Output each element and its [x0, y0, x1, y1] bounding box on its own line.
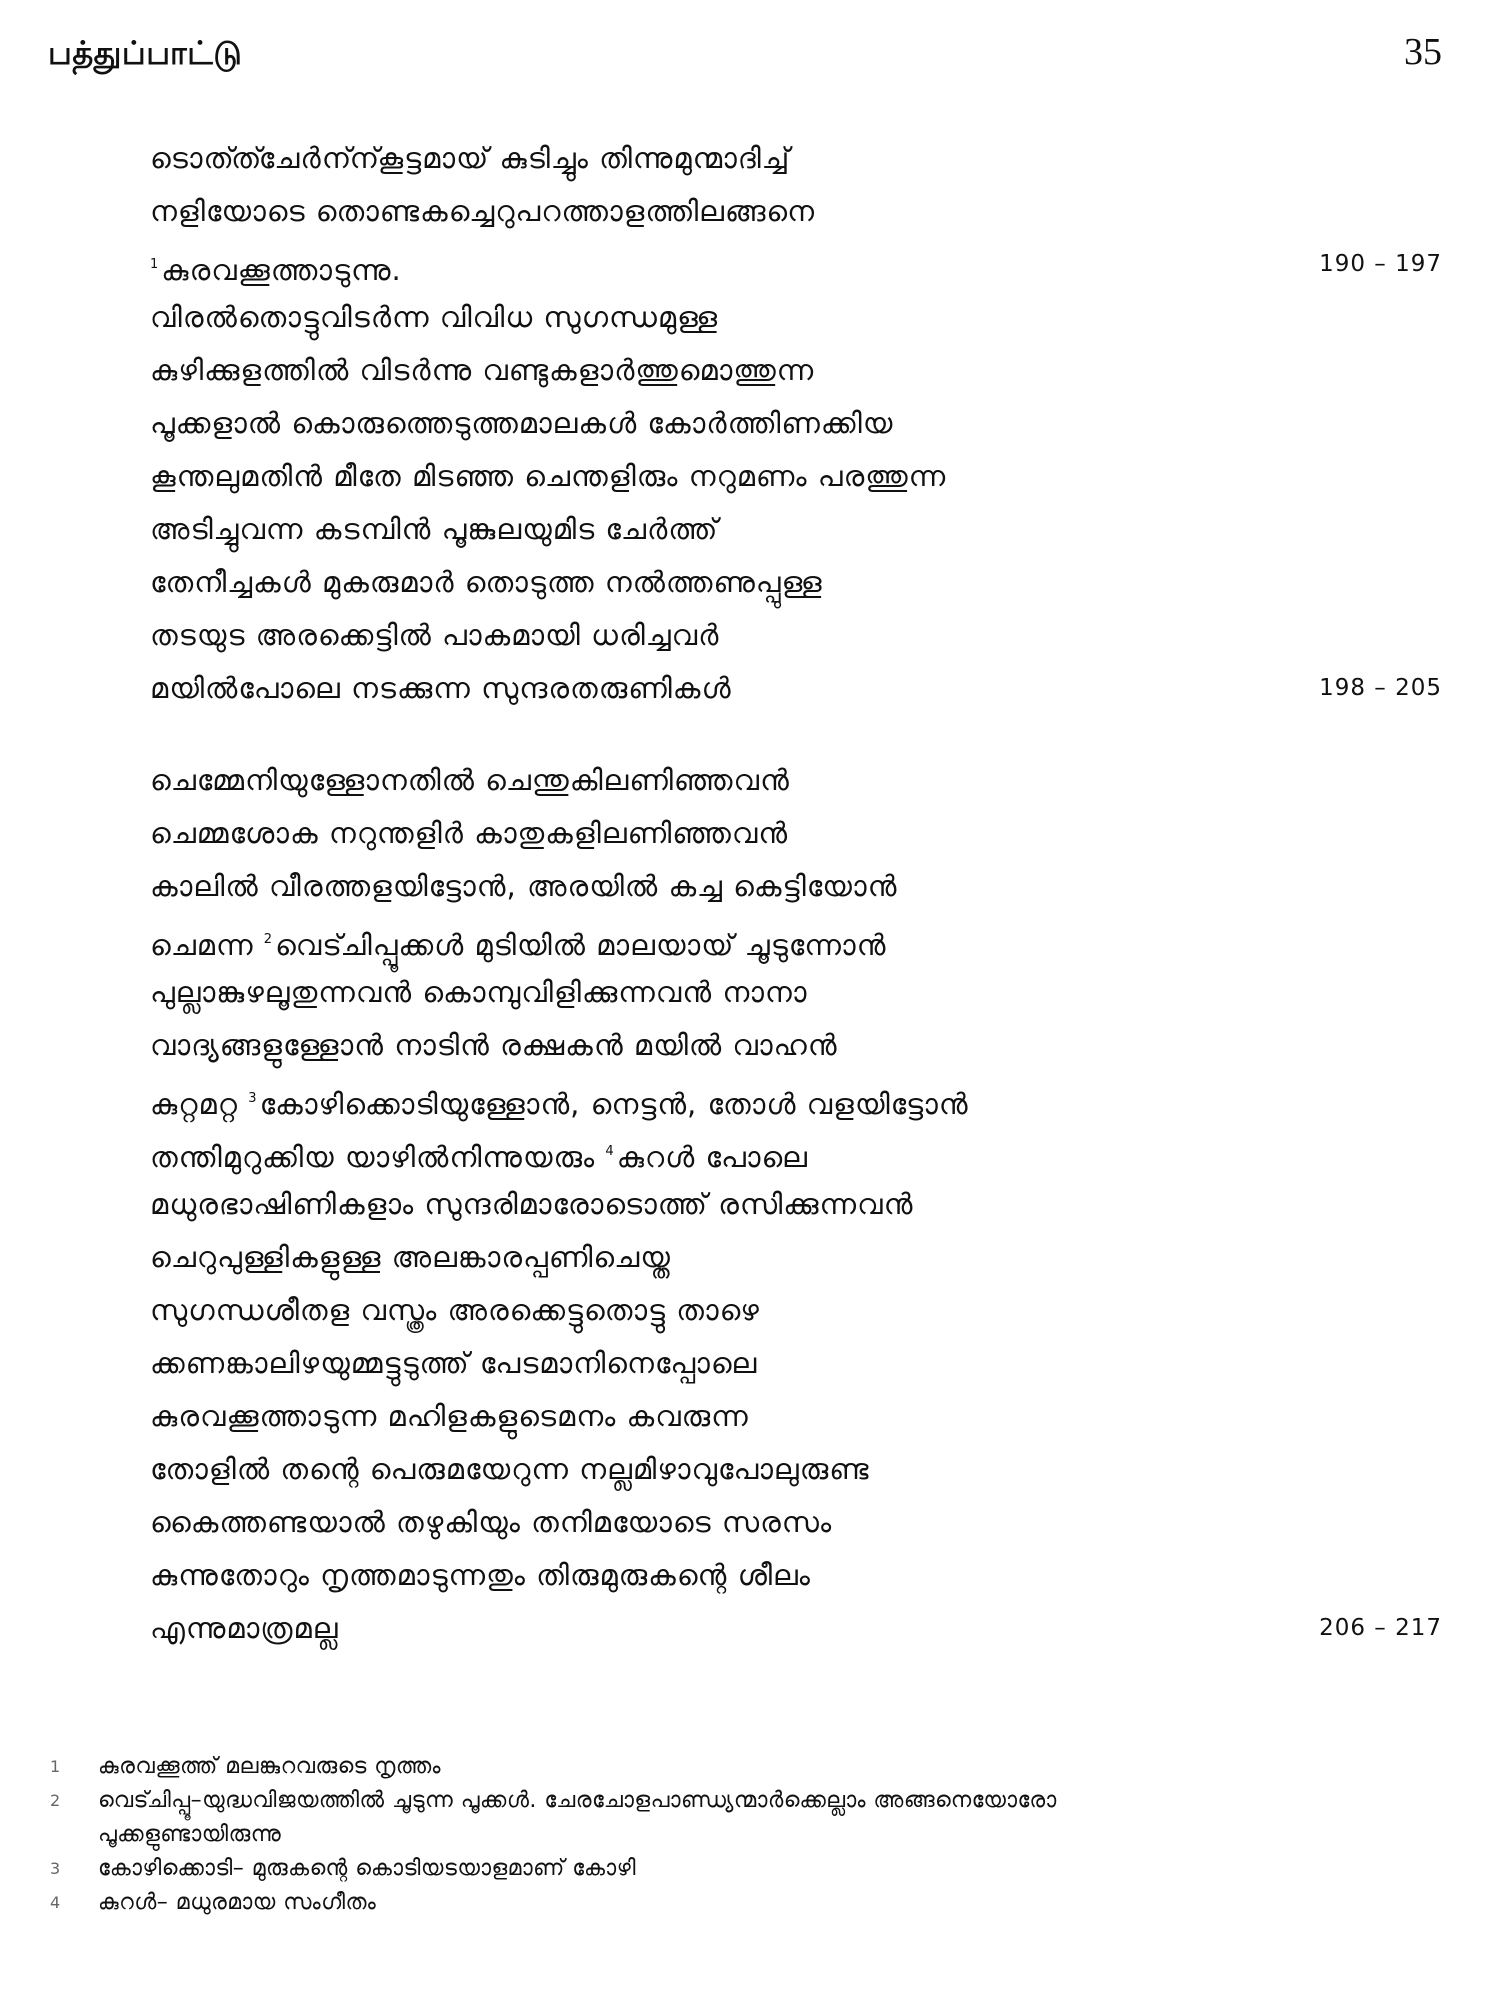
verse-line: [150, 1549, 1442, 1602]
footnote-marker: 2: [263, 932, 274, 947]
verse-line: [150, 291, 1442, 344]
verse-text: ചെമ്മേനിയുള്ളോനതിൽ ചെന്തുകിലണിഞ്ഞവൻ: [150, 763, 790, 797]
verse-text: മധുരഭാഷിണികളാം സുന്ദരിമാരോടൊത്ത് രസിക്കുന്നവൻ: [150, 1187, 914, 1221]
footnote-text: കുരവക്കൂത്ത് മലങ്കുറവരുടെ നൃത്തം: [98, 1754, 441, 1779]
verse-text: അടിച്ചുവന്ന കടമ്പിൻ പൂങ്കുലയുമിട ചേർത്ത്: [150, 512, 719, 546]
verse-text: കാലിൽ വീരത്തളയിട്ടോൻ, അരയിൽ കച്ച കെട്ടിയോൻ: [150, 869, 898, 903]
verse-text: തന്തിമുറുക്കിയ യാഴിൽനിന്നുയരും: [150, 1140, 606, 1174]
verse-line: [150, 503, 1442, 556]
verse-text: തടയുട അരക്കെട്ടിൽ പാകമായി ധരിച്ചവർ: [150, 618, 720, 652]
verse-text: കുറൾ പോലെ: [616, 1140, 808, 1174]
verse-text: മയിൽപോലെ നടക്കുന്ന സുന്ദരതരുണികൾ: [150, 671, 732, 705]
page-number: 35: [1404, 31, 1442, 73]
line-reference: 198 – 205: [1319, 675, 1442, 701]
verse-line: [150, 662, 1442, 715]
verse-line: [150, 132, 1442, 185]
verse-line: [150, 1443, 1442, 1496]
verse-line: [150, 238, 1442, 291]
verse-line: [150, 1178, 1442, 1231]
stanza-1: [150, 132, 1442, 715]
verse-text: കോഴിക്കൊടിയുള്ളോൻ, നെട്ടൻ, തോൾ വളയിട്ടോൻ: [259, 1087, 969, 1121]
footnote-text: കുറൾ– മധുരമായ സംഗീതം: [98, 1890, 377, 1915]
footnote: [50, 1750, 1442, 1784]
verse-text: എന്നുമാത്രമല്ല: [150, 1611, 339, 1645]
verse-line: [150, 397, 1442, 450]
verse-line: [150, 450, 1442, 503]
footnote-number: 3: [50, 1859, 61, 1878]
verse-line: [150, 1125, 1442, 1178]
footnote-number: 4: [50, 1893, 61, 1912]
verse-text: പുല്ലാങ്കുഴലൂതുന്നവൻ കൊമ്പുവിളിക്കുന്നവൻ നാനാ: [150, 975, 808, 1009]
verse-line: [150, 1390, 1442, 1443]
verse-line: [150, 913, 1442, 966]
footnote-number: 2: [50, 1791, 61, 1810]
verse-text: ടൊത്ത്ചേർന്ന്കൂട്ടമായ് കുടിച്ചും തിന്നുമുന്മാദിച്ച്: [150, 141, 791, 175]
verse-text: കുരവക്കൂത്താടുന്ന മഹിളകളുടെമനം കവരുന്ന: [150, 1399, 749, 1433]
verse-text: ചെമന്ന: [150, 928, 264, 962]
running-title: பத்துப்பாட்டு: [48, 34, 243, 72]
verse-text: ചെമ്മശോക നറുന്തളിർ കാതുകളിലണിഞ്ഞവൻ: [150, 816, 789, 850]
verse-text: തോളിൽ തന്റെ പെരുമയേറുന്ന നല്ലമിഴാവുപോലുരുണ്ട: [150, 1452, 870, 1486]
footnote-marker: 4: [605, 1144, 615, 1159]
verse-line: [150, 1337, 1442, 1390]
verse-line: [150, 1231, 1442, 1284]
verse-text: കുന്നുതോറും നൃത്തമാടുന്നതും തിരുമുരുകന്റെ ശീലം: [150, 1558, 811, 1592]
footnote: [50, 1886, 1442, 1920]
verse-line: [150, 1019, 1442, 1072]
verse-text: കൂന്തലുമതിൻ മീതേ മിടഞ്ഞ ചെന്തളിരും നറുമണം പരത്തുന്ന: [150, 459, 947, 493]
verse-line: [150, 1602, 1442, 1655]
verse-text: ചെറുപുള്ളികളുള്ള അലങ്കാരപ്പണിചെയ്ത: [150, 1240, 671, 1274]
verse-text: തേനീച്ചകൾ മുകരുമാർ തൊടുത്ത നൽത്തണുപ്പുള്ള: [150, 565, 823, 599]
verse-text: നളിയോടെ തൊണ്ടകച്ചെറുപറത്താളത്തിലങ്ങനെ: [150, 194, 816, 228]
footnote-text: കോഴിക്കൊടി– മുരുകന്റെ കൊടിയടയാളമാണ് കോഴി: [98, 1856, 637, 1881]
footnote: [50, 1852, 1442, 1886]
verse-line: [150, 966, 1442, 1019]
verse-line: [150, 556, 1442, 609]
verse-text: കൈത്തണ്ടയാൽ തഴുകിയും തനിമയോടെ സരസം: [150, 1505, 833, 1539]
verse-line: [150, 1072, 1442, 1125]
verse-text: ക്കണങ്കാലിഴയുമ്മട്ടുടുത്ത് പേടമാനിനെപ്പോലെ: [150, 1346, 758, 1380]
verse-line: [150, 1496, 1442, 1549]
stanza-2: [150, 754, 1442, 1655]
footnote-text: വെട്ചിപ്പൂ–യുദ്ധവിജയത്തിൽ ചൂടുന്ന പൂക്കൾ. ചേരചോളപാണ്ഡ്യന്മാർക്കെല്ലാം അങ്ങനെയോരോ: [98, 1788, 1057, 1813]
verse-line: [150, 807, 1442, 860]
verse-line: [150, 185, 1442, 238]
footnote-marker: 1: [150, 257, 160, 272]
verse-text: കുരവക്കൂത്താടുന്നു.: [161, 253, 402, 287]
line-reference: 206 – 217: [1319, 1615, 1442, 1641]
footnote: [50, 1784, 1442, 1852]
verse-line: [150, 754, 1442, 807]
verse-line: [150, 609, 1442, 662]
verse-line: [150, 1284, 1442, 1337]
footnote-marker: 3: [248, 1091, 258, 1106]
verse-text: വിരൽതൊട്ടുവിടർന്ന വിവിധ സുഗന്ധമുള്ള: [150, 300, 719, 334]
verse-text: വെട്ചിപ്പൂക്കൾ മുടിയിൽ മാലയായ് ചൂടുന്നോൻ: [275, 928, 887, 962]
verse-text: പൂക്കളാൽ കൊരുത്തെടുത്തമാലകൾ കോർത്തിണക്കിയ: [150, 406, 894, 440]
verse-text: വാദ്യങ്ങളുള്ളോൻ നാടിൻ രക്ഷകൻ മയിൽ വാഹൻ: [150, 1028, 838, 1062]
verse-text: കുറ്റമറ്റ: [150, 1087, 249, 1121]
verse-line: [150, 344, 1442, 397]
footnotes: [50, 1750, 1442, 1920]
footnote-number: 1: [50, 1757, 61, 1776]
footnote-text-continued: പൂക്കളുണ്ടായിരുന്നു: [98, 1822, 282, 1847]
verse-line: [150, 860, 1442, 913]
verse-text: സുഗന്ധശീതള വസ്ത്രം അരക്കെട്ടുതൊട്ടു താഴെ: [150, 1293, 760, 1327]
line-reference: 190 – 197: [1319, 251, 1442, 277]
verse-text: കുഴിക്കുളത്തിൽ വിടർന്നു വണ്ടുകളാർത്തുമൊത്തുന്ന: [150, 353, 815, 387]
